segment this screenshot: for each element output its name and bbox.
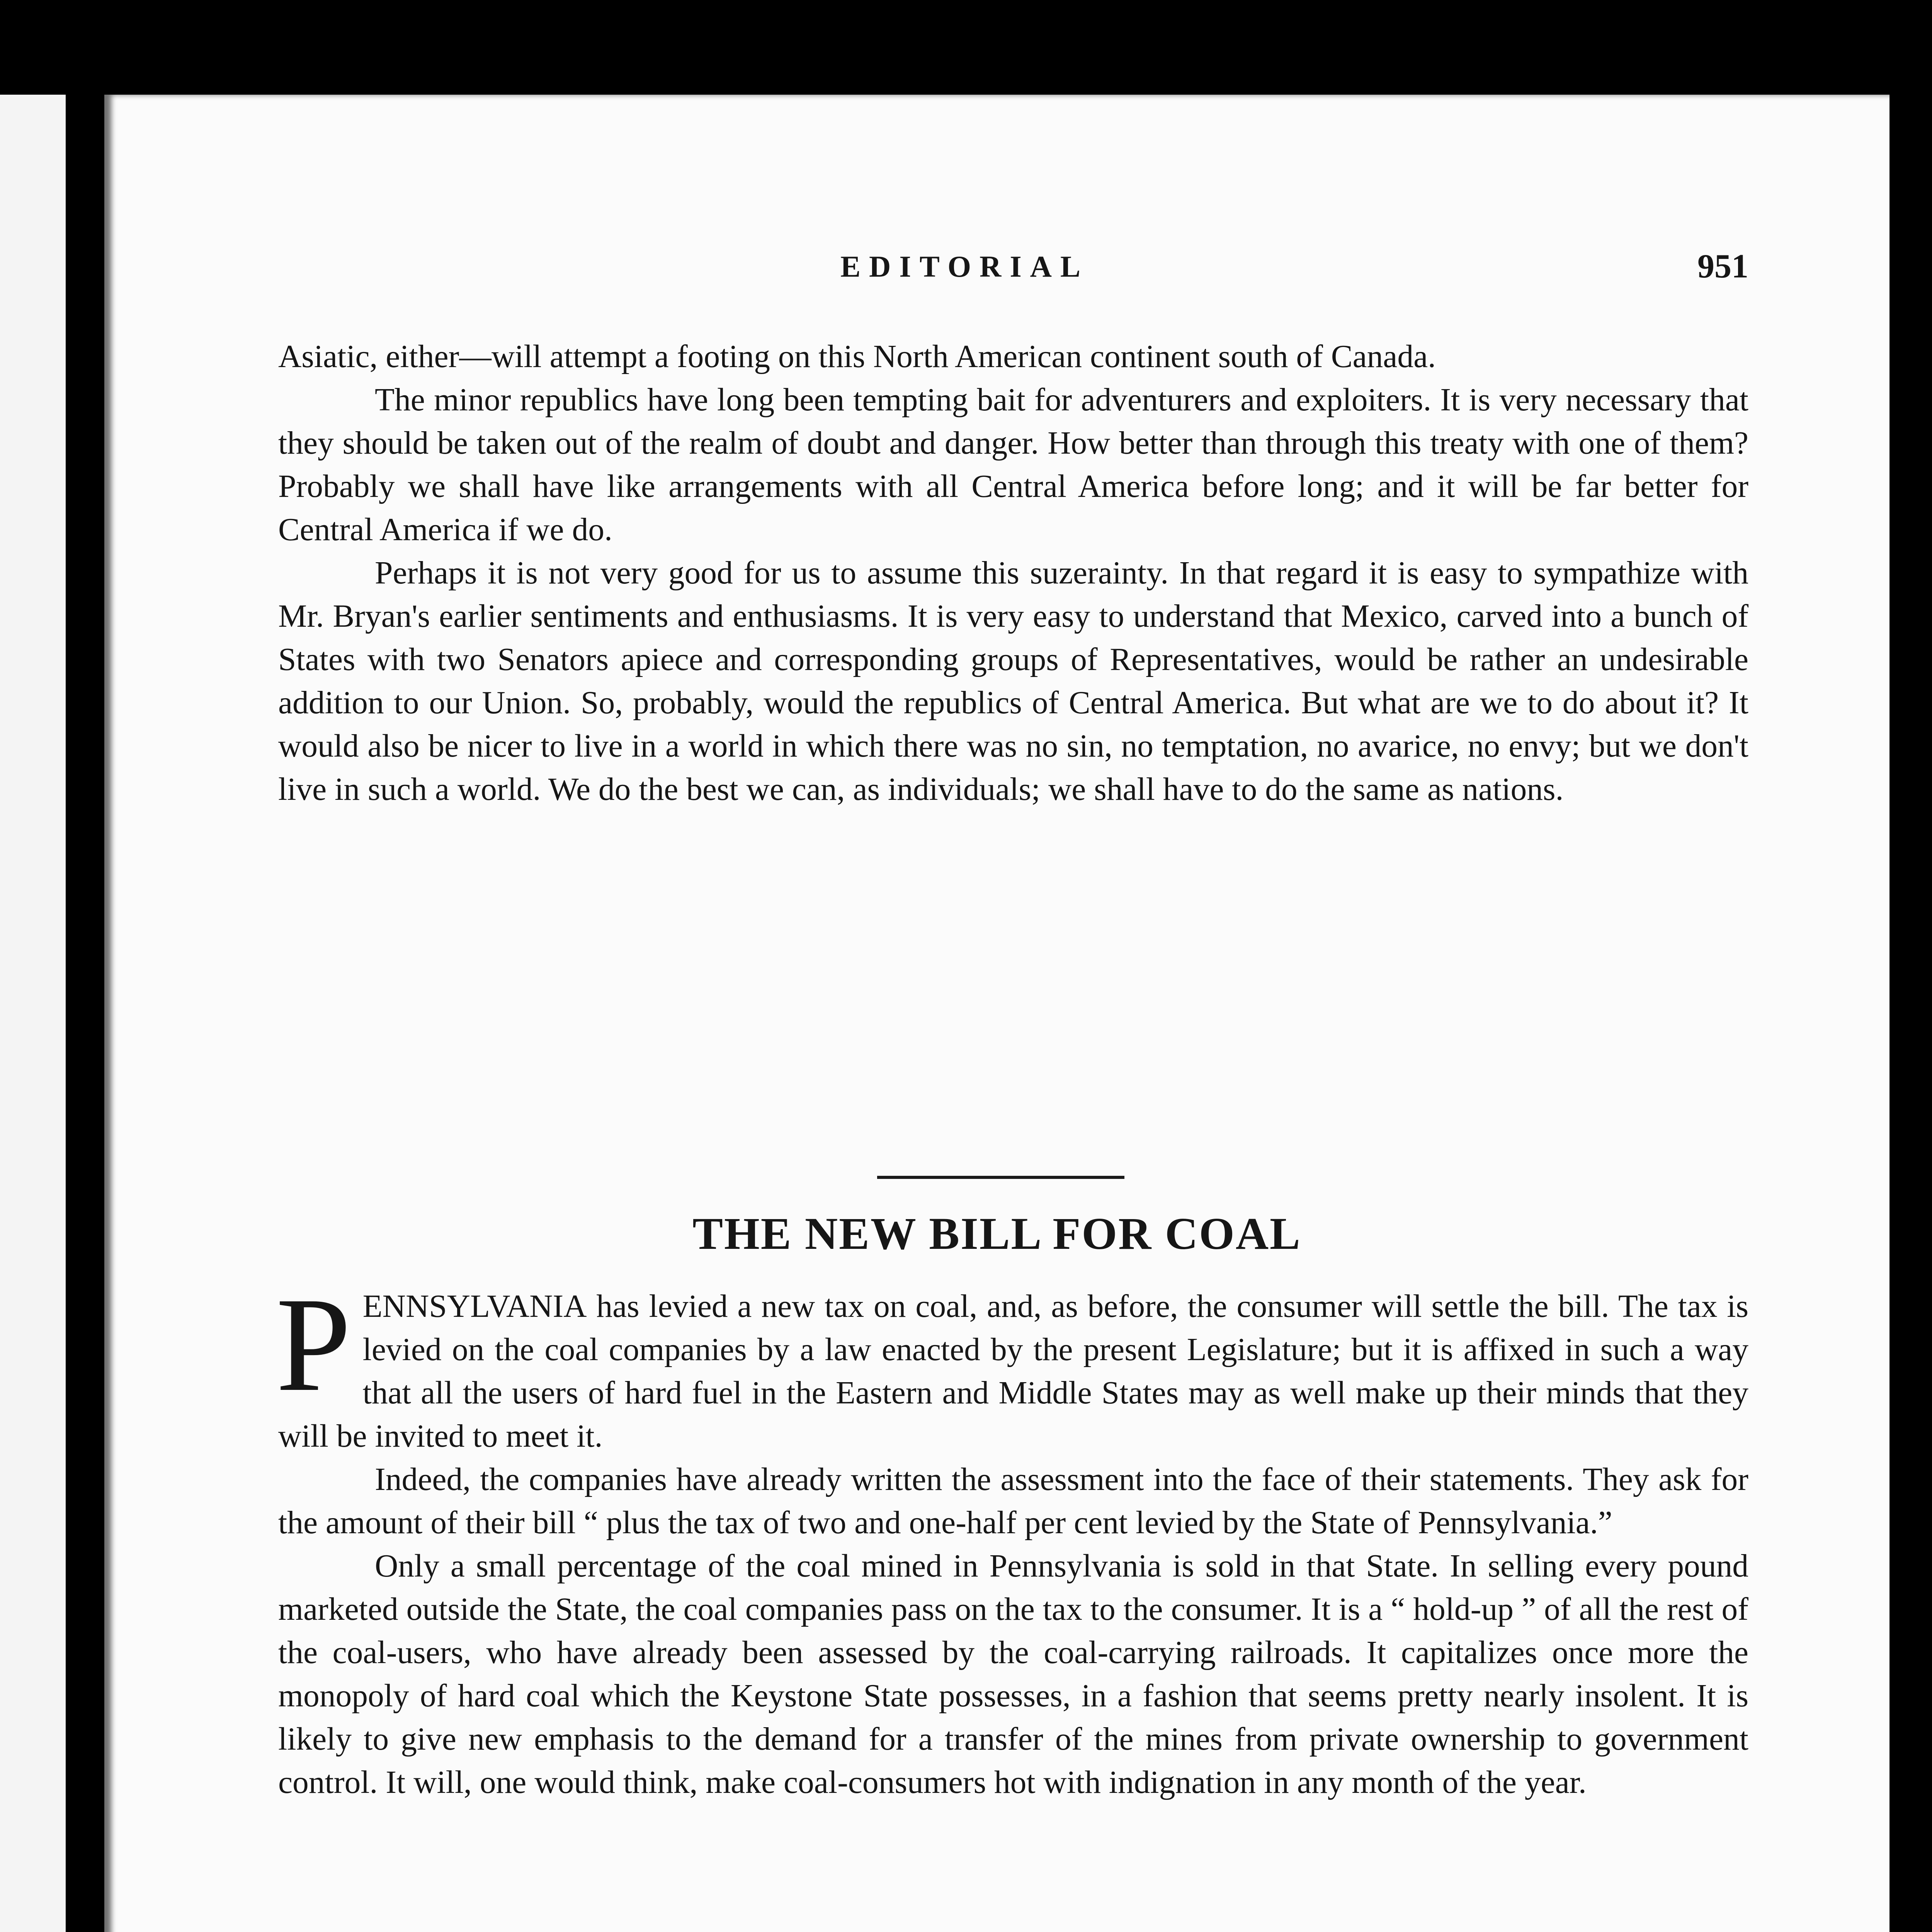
paragraph: Perhaps it is not very good for us to assume this suzerainty. In that regard it is easy to sympathize with Mr. Bryan's earlier sentiments and enthusiasms. It is very easy to understand that Mexico, carved into a bunch of States with two Senators apiece and corresponding groups of Representatives, would be rather an undesirable addition to our Union. So, probably, would the republics of Central America. But what are we to do about it? It would also be nicer to live in a world in which there was no sin, no temptation, no avarice, no envy; but we don't live in such a world. We do the best we can, as individuals; we shall have to do the same as nations. [278, 555, 1748, 807]
paragraph: Asiatic, either—will attempt a footing on this North American continent south of Canada. [278, 339, 1436, 374]
paragraph: Only a small percentage of the coal mined in Pennsylvania is sold in that State. In selling every pound marketed outside the State, the coal companies pass on the tax to the consumer. It is a “ hold-up ” of all the rest of the coal-users, who have already been assessed by the coal-carrying railroads. It capitalizes once more the monopoly of hard coal which the Keystone State possesses, in a fashion that seems pretty nearly insolent. It is likely to give new emphasis to the demand for a transfer of the mines from private ownership to government control. It will, one would think, make coal-consumers hot with indignation in any month of the year. [278, 1548, 1748, 1800]
lead-text: has levied a new tax on coal, and, as before, the consumer will settle the bill. The tax is levied on the coal companies by a law enacted by the present Legislature; but it is affixed in such a way that all the users of hard fuel in the Eastern and Middle States may as well make up their minds that they will be invited to meet it. [278, 1289, 1748, 1454]
lead-small-caps: ENNSYLVANIA [362, 1289, 587, 1324]
section-heading-coal: THE NEW BILL FOR COAL [692, 1208, 1301, 1259]
paragraph: Indeed, the companies have already written the assessment into the face of their statements. They ask for the amount of their bill “ plus the tax of two and one-half per cent levied by the State of Pennsylvania.” [278, 1462, 1748, 1541]
drop-cap: P [276, 1269, 351, 1419]
intro-text [278, 335, 1748, 811]
adjacent-page-edge [0, 95, 66, 1932]
section-coal-text [276, 1269, 1748, 1804]
running-head [104, 249, 1889, 296]
lead-paragraph [276, 1269, 1748, 1458]
section-divider [877, 1176, 1124, 1179]
running-title: EDITORIAL [840, 250, 1089, 283]
magazine-page [104, 95, 1889, 1932]
paragraph: The minor republics have long been tempting bait for adventurers and exploiters. It is very necessary that they should be taken out of the realm of doubt and danger. How better than through this treaty with one of them? Probably we shall have like arrangements with all Central America before long; and it will be far better for Central America if we do. [278, 382, 1748, 548]
page-number: 951 [1697, 248, 1748, 285]
